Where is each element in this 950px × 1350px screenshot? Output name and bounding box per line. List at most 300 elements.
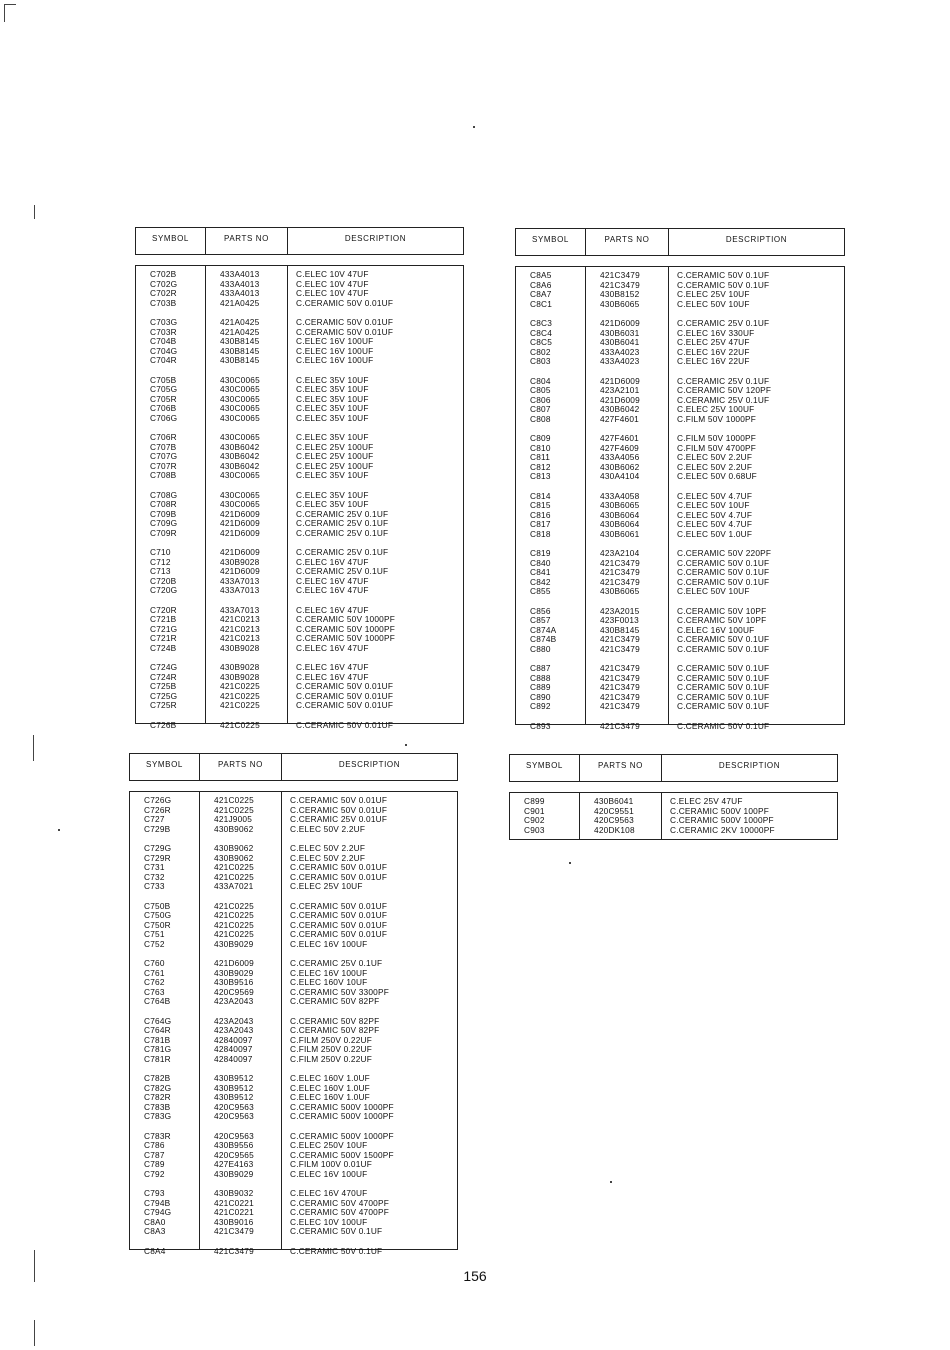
description-cell: C.ELEC 16V 100UF <box>677 624 755 635</box>
symbol-cell: C706G <box>150 412 178 423</box>
symbol-cell: C789 <box>144 1159 165 1169</box>
part-number-cell: 421C0225 <box>214 910 254 920</box>
description-cell: C.ELEC 25V 100UF <box>677 404 755 414</box>
part-number-cell: 430B9029 <box>214 1168 254 1179</box>
part-number-cell: 430B9512 <box>214 1073 254 1083</box>
row-group <box>288 663 463 711</box>
symbol-cell: C761 <box>144 967 165 978</box>
description-cell: C.CERAMIC 50V 0.1UF <box>677 701 770 711</box>
description-cell: C.ELEC 50V 4.7UF <box>677 519 753 529</box>
part-number-cell: 421C0225 <box>220 690 260 701</box>
description-cell: C.ELEC 35V 10UF <box>296 499 369 509</box>
part-number-cell: 421D6009 <box>220 508 260 519</box>
row-group <box>669 492 844 540</box>
description-cell: C.ELEC 50V 10UF <box>677 298 750 309</box>
description-cell: C.CERAMIC 25V 0.01UF <box>290 814 388 824</box>
row-group <box>206 721 287 731</box>
row-group <box>288 433 463 481</box>
symbol-cell: C811 <box>530 452 551 462</box>
row-group <box>586 607 668 655</box>
symbol-cell: C901 <box>524 805 545 816</box>
symbol-column <box>516 267 585 731</box>
table-body <box>135 265 464 730</box>
part-number-cell: 430B6064 <box>600 509 640 520</box>
row-group <box>200 1132 281 1180</box>
symbol-cell: C750B <box>144 900 171 911</box>
part-number-cell: 421D6009 <box>220 547 260 557</box>
part-number-cell: 430B8145 <box>600 624 640 635</box>
description-cell: C.ELEC 16V 47UF <box>296 671 369 682</box>
row-group <box>516 722 585 732</box>
description-cell: C.ELEC 10V 47UF <box>296 269 369 279</box>
description-cell: C.ELEC 16V 47UF <box>296 642 369 653</box>
description-cell: C.CERAMIC 50V 82PF <box>290 996 380 1006</box>
row-group <box>516 434 585 482</box>
description-cell: C.CERAMIC 50V 0.1UF <box>677 279 770 290</box>
part-number-cell: 421C3479 <box>600 643 640 654</box>
symbol-cell: C818 <box>530 528 551 539</box>
description-cell: C.CERAMIC 50V 220PF <box>677 548 772 558</box>
row-group <box>516 664 585 712</box>
part-number-cell: 430B6042 <box>220 451 260 461</box>
description-cell: C.ELEC 16V 100UF <box>290 967 368 978</box>
symbol-cell: C764G <box>144 1015 172 1026</box>
part-number-cell: 420C9569 <box>214 986 254 997</box>
description-cell: C.CERAMIC 50V 0.1UF <box>677 634 770 644</box>
description-cell: C.ELEC 160V 10UF <box>290 977 368 987</box>
part-number-cell: 42840097 <box>214 1053 253 1064</box>
description-cell: C.ELEC 250V 10UF <box>290 1140 368 1150</box>
part-number-cell: 427F4601 <box>600 433 639 443</box>
symbol-cell: C726B <box>150 719 177 730</box>
description-cell: C.CERAMIC 50V 0.01UF <box>290 900 388 911</box>
description-cell: C.CERAMIC 2KV 10000PF <box>670 824 775 835</box>
row-group <box>516 607 585 655</box>
part-number-cell: 421C0225 <box>214 900 254 911</box>
description-cell: C.CERAMIC 50V 0.01UF <box>290 871 388 882</box>
part-number-cell: 421C3479 <box>600 567 640 577</box>
part-number-cell: 430B9062 <box>214 843 254 853</box>
description-cell: C.CERAMIC 50V 0.01UF <box>290 862 388 872</box>
symbol-cell: C706R <box>150 432 177 442</box>
description-column <box>661 793 837 839</box>
row-group <box>282 1132 457 1180</box>
description-cell: C.CERAMIC 50V 0.1UF <box>677 691 770 702</box>
description-cell: C.ELEC 35V 10UF <box>296 384 369 394</box>
description-cell: C.ELEC 35V 10UF <box>296 412 369 423</box>
part-number-cell: 421C3479 <box>600 720 640 731</box>
row-group <box>282 796 457 834</box>
row-group <box>282 1017 457 1065</box>
symbol-cell: C729R <box>144 852 171 863</box>
description-cell: C.ELEC 16V 330UF <box>677 327 755 338</box>
symbol-cell: C704R <box>150 355 177 365</box>
description-cell: C.CERAMIC 50V 0.1UF <box>677 643 770 654</box>
row-group <box>669 434 844 482</box>
symbol-cell: C702B <box>150 269 177 279</box>
symbol-cell: C750G <box>144 910 172 920</box>
description-cell: C.CERAMIC 50V 0.1UF <box>290 1226 383 1236</box>
parts-no-column <box>579 793 661 839</box>
row-group <box>136 270 205 308</box>
description-cell: C.ELEC 16V 22UF <box>677 346 750 357</box>
row-group <box>130 902 199 950</box>
symbol-cell: C729B <box>144 823 171 834</box>
parts-no-column <box>585 267 668 731</box>
description-cell: C.ELEC 50V 2.2UF <box>677 461 753 472</box>
part-number-cell: 421D6009 <box>214 958 254 968</box>
part-number-cell: 421C0221 <box>214 1197 254 1208</box>
corner-mark <box>4 4 5 22</box>
symbol-cell: C781G <box>144 1044 172 1054</box>
symbol-cell: C709R <box>150 527 177 538</box>
description-cell: C.CERAMIC 50V 10PF <box>677 605 767 616</box>
part-number-cell: 423F0013 <box>600 615 639 625</box>
symbol-cell: C814 <box>530 490 551 501</box>
table-body <box>515 266 845 731</box>
description-cell: C.FILM 250V 0.22UF <box>290 1034 372 1045</box>
part-number-cell: 433A4056 <box>600 452 640 462</box>
description-cell: C.CERAMIC 25V 0.1UF <box>290 958 383 968</box>
part-number-cell: 421C3479 <box>600 576 640 587</box>
part-number-cell: 430B9028 <box>220 642 260 653</box>
part-number-cell: 433A7013 <box>220 575 260 586</box>
description-cell: C.ELEC 35V 10UF <box>296 403 369 413</box>
description-cell: C.CERAMIC 50V 0.1UF <box>677 576 770 587</box>
symbol-cell: C721B <box>150 614 177 624</box>
symbol-cell: C782G <box>144 1082 172 1093</box>
row-group <box>586 664 668 712</box>
page-number: 156 <box>463 1268 487 1284</box>
row-group <box>586 722 668 732</box>
part-number-cell: 423A2104 <box>600 548 640 558</box>
description-cell: C.ELEC 50V 10UF <box>677 500 750 510</box>
symbol-cell: C710 <box>150 547 171 557</box>
table-header <box>515 228 845 256</box>
description-cell: C.FILM 50V 1000PF <box>677 413 757 424</box>
description-cell: C.ELEC 16V 47UF <box>296 556 369 567</box>
speck <box>473 126 475 128</box>
part-number-cell: 430B8145 <box>220 355 260 365</box>
description-cell: C.ELEC 16V 100UF <box>296 355 374 365</box>
row-group <box>200 844 281 892</box>
corner-mark <box>4 4 16 5</box>
description-header: DESCRIPTION <box>668 229 844 255</box>
part-number-cell: 420C9551 <box>594 805 634 816</box>
table-body <box>129 791 458 1256</box>
description-cell: C.FILM 50V 4700PF <box>677 442 757 453</box>
description-cell: C.ELEC 16V 470UF <box>290 1188 368 1198</box>
part-number-cell: 433A4023 <box>600 346 640 357</box>
row-group <box>136 433 205 481</box>
symbol-cell: C812 <box>530 461 551 472</box>
part-number-cell: 430C0065 <box>220 374 260 385</box>
description-cell: C.CERAMIC 50V 0.1UF <box>677 672 770 683</box>
part-number-cell: 420C9563 <box>594 815 634 825</box>
part-number-cell: 421C0225 <box>214 862 254 872</box>
row-group <box>586 271 668 309</box>
symbol-cell: C763 <box>144 986 165 997</box>
description-cell: C.CERAMIC 50V 0.1UF <box>677 682 770 692</box>
symbol-cell: C726G <box>144 795 172 805</box>
part-number-cell: 421C0225 <box>214 795 254 805</box>
part-number-cell: 421C3479 <box>600 672 640 683</box>
row-group <box>206 663 287 711</box>
description-cell: C.CERAMIC 500V 100PF <box>670 805 769 816</box>
description-cell: C.CERAMIC 50V 0.01UF <box>296 719 394 730</box>
part-number-cell: 430C0065 <box>220 403 260 413</box>
description-cell: C.ELEC 25V 10UF <box>290 881 363 891</box>
description-cell: C.ELEC 16V 47UF <box>296 662 369 672</box>
symbol-cell: C805 <box>530 385 551 395</box>
symbol-cell: C720R <box>150 604 177 615</box>
part-number-cell: 421C3479 <box>214 1226 254 1236</box>
part-number-cell: 433A7013 <box>220 585 260 595</box>
description-cell: C.CERAMIC 25V 0.1UF <box>296 518 389 528</box>
row-group <box>288 548 463 596</box>
description-cell: C.CERAMIC 500V 1000PF <box>290 1101 394 1112</box>
symbol-cell: C856 <box>530 605 551 616</box>
row-group <box>130 1132 199 1180</box>
row-group <box>130 1074 199 1122</box>
symbol-cell: C8A6 <box>530 279 552 290</box>
description-cell: C.ELEC 16V 47UF <box>296 604 369 615</box>
part-number-cell: 421D6009 <box>220 518 260 528</box>
row-group <box>516 492 585 540</box>
symbol-cell: C857 <box>530 615 551 625</box>
symbol-cell: C732 <box>144 871 165 882</box>
part-number-cell: 421C0213 <box>220 614 260 624</box>
symbol-cell: C705R <box>150 393 177 404</box>
parts-no-header: PARTS NO <box>579 755 661 781</box>
symbol-cell: C751 <box>144 929 165 939</box>
description-cell: C.ELEC 16V 47UF <box>296 575 369 586</box>
part-number-cell: 430B6041 <box>594 796 634 806</box>
description-cell: C.ELEC 160V 1.0UF <box>290 1073 370 1083</box>
description-cell: C.CERAMIC 25V 0.1UF <box>677 318 770 328</box>
description-cell: C.CERAMIC 50V 10PF <box>677 615 767 625</box>
row-group <box>516 319 585 367</box>
symbol-cell: C703R <box>150 326 177 337</box>
description-cell: C.ELEC 25V 100UF <box>296 451 374 461</box>
part-number-cell: 420C9563 <box>214 1111 254 1121</box>
part-number-cell: 427E4163 <box>214 1159 254 1169</box>
row-group <box>206 318 287 366</box>
part-number-cell: 433A4058 <box>600 490 640 501</box>
symbol-cell: C707G <box>150 451 178 461</box>
description-cell: C.ELEC 35V 10UF <box>296 489 369 500</box>
description-cell: C.CERAMIC 50V 0.01UF <box>290 804 388 815</box>
description-cell: C.ELEC 25V 47UF <box>677 337 750 347</box>
description-cell: C.CERAMIC 500V 1000PF <box>670 815 774 825</box>
symbol-cell: C8C4 <box>530 327 553 338</box>
description-cell: C.CERAMIC 50V 1000PF <box>296 623 395 634</box>
table-header <box>509 754 838 782</box>
part-number-cell: 430B9028 <box>220 671 260 682</box>
description-column <box>668 267 844 731</box>
row-group <box>288 491 463 539</box>
symbol-cell: C802 <box>530 346 551 357</box>
part-number-cell: 430C0065 <box>220 393 260 404</box>
description-cell: C.ELEC 16V 47UF <box>296 585 369 595</box>
part-number-cell: 421C0225 <box>220 700 260 710</box>
description-cell: C.CERAMIC 500V 1500PF <box>290 1149 394 1160</box>
part-number-cell: 423A2043 <box>214 1015 254 1026</box>
symbol-header: SYMBOL <box>152 234 189 243</box>
part-number-cell: 430B9062 <box>214 823 254 834</box>
description-cell: C.CERAMIC 50V 82PF <box>290 1025 380 1035</box>
symbol-cell: C721G <box>150 623 178 634</box>
description-cell: C.CERAMIC 25V 0.1UF <box>296 566 389 576</box>
row-group <box>206 606 287 654</box>
row-group <box>136 491 205 539</box>
description-column <box>287 266 463 730</box>
symbol-cell: C702G <box>150 278 178 289</box>
description-cell: C.CERAMIC 50V 0.01UF <box>290 929 388 939</box>
description-header: DESCRIPTION <box>281 754 457 780</box>
part-number-cell: 433A4023 <box>600 356 640 366</box>
parts-table-bottom-right <box>509 754 838 840</box>
description-cell: C.CERAMIC 50V 0.1UF <box>677 663 770 673</box>
row-group <box>586 319 668 367</box>
symbol-cell: C819 <box>530 548 551 558</box>
symbol-column <box>130 792 199 1256</box>
symbol-cell: C705G <box>150 384 178 394</box>
description-cell: C.CERAMIC 50V 1000PF <box>296 614 395 624</box>
symbol-cell: C713 <box>150 566 171 576</box>
part-number-cell: 421C0225 <box>220 681 260 691</box>
part-number-cell: 423A2043 <box>214 996 254 1006</box>
row-group <box>288 318 463 366</box>
part-number-cell: 430B9516 <box>214 977 254 987</box>
description-cell: C.CERAMIC 50V 0.01UF <box>290 919 388 930</box>
row-group <box>282 1247 457 1257</box>
symbol-cell: C720G <box>150 585 178 595</box>
description-cell: C.CERAMIC 50V 0.01UF <box>290 795 388 805</box>
row-group <box>206 433 287 481</box>
description-cell: C.ELEC 16V 100UF <box>296 345 374 356</box>
symbol-cell: C887 <box>530 663 551 673</box>
description-cell: C.ELEC 35V 10UF <box>296 432 369 442</box>
symbol-cell: C708B <box>150 470 177 480</box>
row-group <box>136 721 205 731</box>
description-cell: C.ELEC 10V 100UF <box>290 1216 368 1227</box>
description-cell: C.CERAMIC 50V 4700PF <box>290 1207 389 1217</box>
part-number-cell: 421D6009 <box>600 375 640 386</box>
description-cell: C.CERAMIC 50V 1000PF <box>296 633 395 643</box>
description-cell: C.ELEC 16V 100UF <box>290 1168 368 1179</box>
symbol-cell: C760 <box>144 958 165 968</box>
description-cell: C.ELEC 25V 100UF <box>296 460 374 471</box>
part-number-cell: 420C9563 <box>214 1130 254 1141</box>
symbol-header: SYMBOL <box>532 235 569 244</box>
symbol-cell: C794G <box>144 1207 172 1217</box>
row-group <box>669 607 844 655</box>
part-number-cell: 421C3479 <box>600 634 640 644</box>
description-cell: C.CERAMIC 50V 0.1UF <box>677 270 770 280</box>
symbol-cell: C783R <box>144 1130 171 1141</box>
part-number-cell: 430B6065 <box>600 586 640 596</box>
description-cell: C.ELEC 50V 2.2UF <box>677 452 753 462</box>
part-number-cell: 420C9563 <box>214 1101 254 1112</box>
row-group <box>516 549 585 597</box>
part-number-cell: 421A0425 <box>220 317 260 327</box>
symbol-cell: C889 <box>530 682 551 692</box>
part-number-cell: 421J9005 <box>214 814 253 824</box>
row-group <box>282 844 457 892</box>
part-number-cell: 430B8145 <box>220 345 260 356</box>
parts-table-top-left <box>135 227 464 730</box>
part-number-cell: 430B9512 <box>214 1082 254 1093</box>
symbol-header: SYMBOL <box>146 760 183 769</box>
description-cell: C.CERAMIC 500V 1000PF <box>290 1111 394 1121</box>
part-number-cell: 430B6042 <box>600 404 640 414</box>
symbol-cell: C731 <box>144 862 165 872</box>
margin-mark <box>34 1320 35 1346</box>
symbol-cell: C729G <box>144 843 172 853</box>
symbol-cell: C706B <box>150 403 177 413</box>
row-group <box>586 434 668 482</box>
description-cell: C.CERAMIC 50V 3300PF <box>290 986 389 997</box>
symbol-cell: C786 <box>144 1140 165 1150</box>
row-group <box>282 959 457 1007</box>
part-number-cell: 430C0065 <box>220 412 260 423</box>
row-group <box>669 271 844 309</box>
symbol-cell: C8A0 <box>144 1216 166 1227</box>
symbol-cell: C725R <box>150 700 177 710</box>
description-cell: C.CERAMIC 50V 0.01UF <box>296 700 394 710</box>
symbol-cell: C803 <box>530 356 551 366</box>
description-cell: C.CERAMIC 50V 0.01UF <box>296 326 394 337</box>
speck <box>405 744 407 746</box>
symbol-cell: C816 <box>530 509 551 520</box>
symbol-cell: C817 <box>530 519 551 529</box>
part-number-cell: 421C3479 <box>600 279 640 290</box>
symbol-column <box>510 793 579 839</box>
parts-no-header: PARTS NO <box>205 228 287 254</box>
part-number-cell: 430B9029 <box>214 967 254 978</box>
row-group <box>669 664 844 712</box>
part-number-cell: 421C0225 <box>220 719 260 730</box>
symbol-cell: C764B <box>144 996 171 1006</box>
symbol-cell: C810 <box>530 442 551 453</box>
row-group <box>288 270 463 308</box>
part-number-cell: 430B6065 <box>600 298 640 309</box>
symbol-cell: C893 <box>530 720 551 731</box>
symbol-cell: C806 <box>530 394 551 405</box>
description-cell: C.ELEC 25V 100UF <box>296 441 374 452</box>
description-cell: C.ELEC 50V 0.68UF <box>677 471 757 481</box>
description-cell: C.CERAMIC 50V 120PF <box>677 385 772 395</box>
symbol-cell: C727 <box>144 814 165 824</box>
symbol-cell: C855 <box>530 586 551 596</box>
description-cell: C.CERAMIC 50V 0.1UF <box>290 1245 383 1256</box>
row-group <box>136 548 205 596</box>
symbol-cell: C724R <box>150 671 177 682</box>
symbol-cell: C709G <box>150 518 178 528</box>
symbol-cell: C704B <box>150 336 177 346</box>
part-number-cell: 421C3479 <box>214 1245 254 1256</box>
row-group <box>586 549 668 597</box>
symbol-cell: C724B <box>150 642 177 653</box>
symbol-header: SYMBOL <box>526 761 563 770</box>
part-number-cell: 430B6031 <box>600 327 640 338</box>
row-group <box>206 491 287 539</box>
row-group <box>580 797 661 835</box>
description-cell: C.ELEC 25V 10UF <box>677 289 750 299</box>
symbol-cell: C813 <box>530 471 551 481</box>
symbol-cell: C708G <box>150 489 178 500</box>
